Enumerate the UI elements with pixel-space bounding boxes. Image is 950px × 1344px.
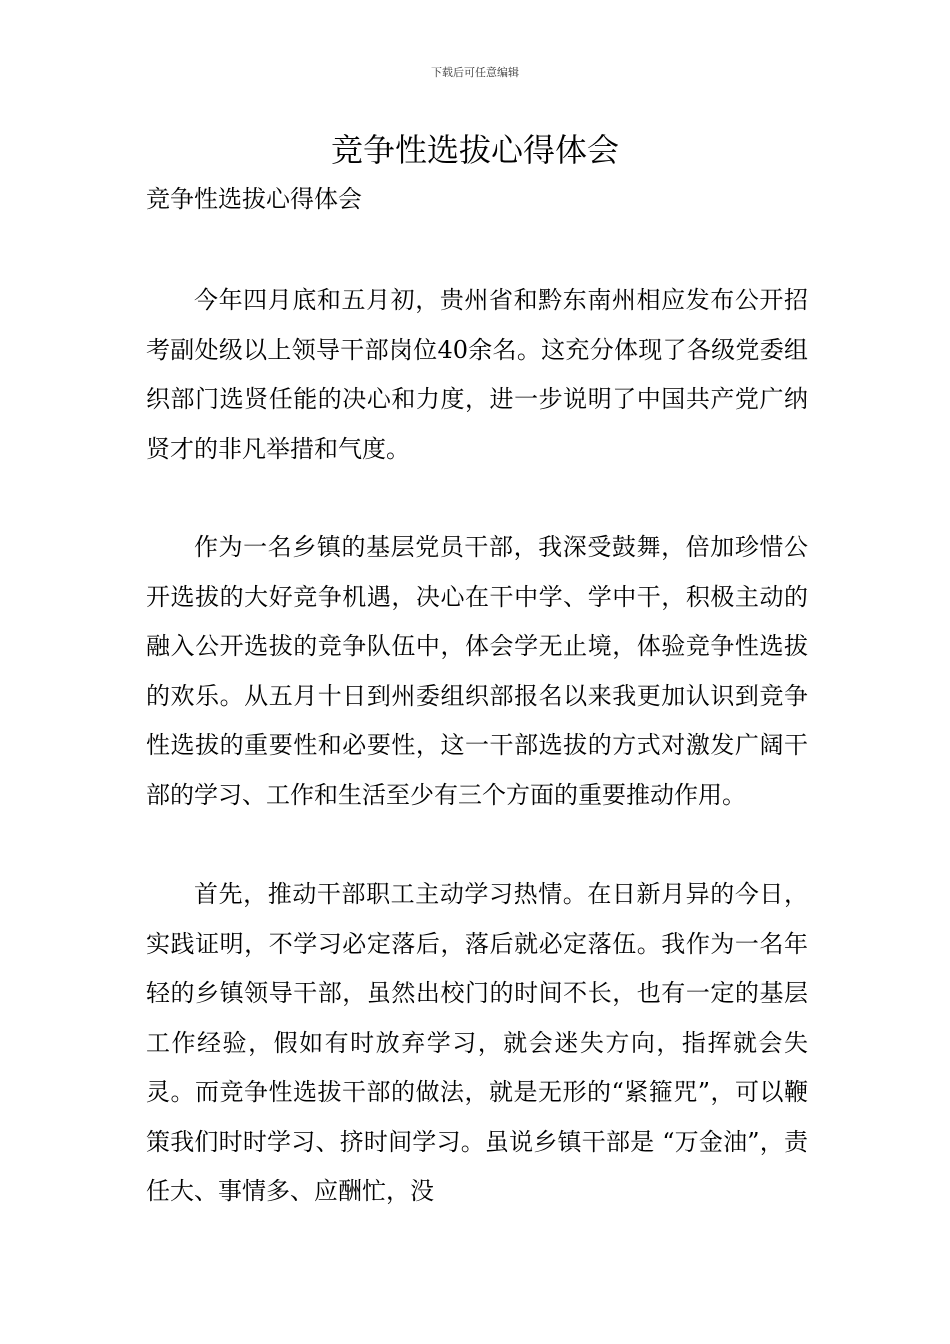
paragraph-1: 今年四月底和五月初，贵州省和黔东南州相应发布公开招考副处级以上领导干部岗位40余名。这充分体现了各级党委组织部门选贤任能的决心和力度，进一步说明了中国共产党广纳贤才的非凡举措和气度。 [146, 286, 808, 463]
paragraph-3: 首先，推动干部职工主动学习热情。在日新月异的今日，实践证明，不学习必定落后，落后就必定落伍。我作为一名年轻的乡镇领导干部，虽然出校门的时间不长，也有一定的基层工作经验，假如有时放弃学习，就会迷失方向，指挥就会失灵。而竞争性选拔干部的做法，就是无形的“紧箍咒”，可以鞭策我们时时学习、挤时间学习。虽说乡镇干部是 “万金油”，责任大、事情多、应酬忙，没 [146, 880, 808, 1205]
document-title: 竞争性选拔心得体会 [330, 131, 619, 169]
document-subtitle: 竞争性选拔心得体会 [146, 185, 362, 213]
header-note: 下载后可任意编辑 [431, 66, 519, 79]
paragraph-2: 作为一名乡镇的基层党员干部，我深受鼓舞，倍加珍惜公开选拔的大好竞争机遇，决心在干中学、学中干，积极主动的融入公开选拔的竞争队伍中，体会学无止境，体验竞争性选拔的欢乐。从五月十日到州委组织部报名以来我更加认识到竞争性选拔的重要性和必要性，这一干部选拔的方式对激发广阔干部的学习、工作和生活至少有三个方面的重要推动作用。 [146, 533, 808, 809]
